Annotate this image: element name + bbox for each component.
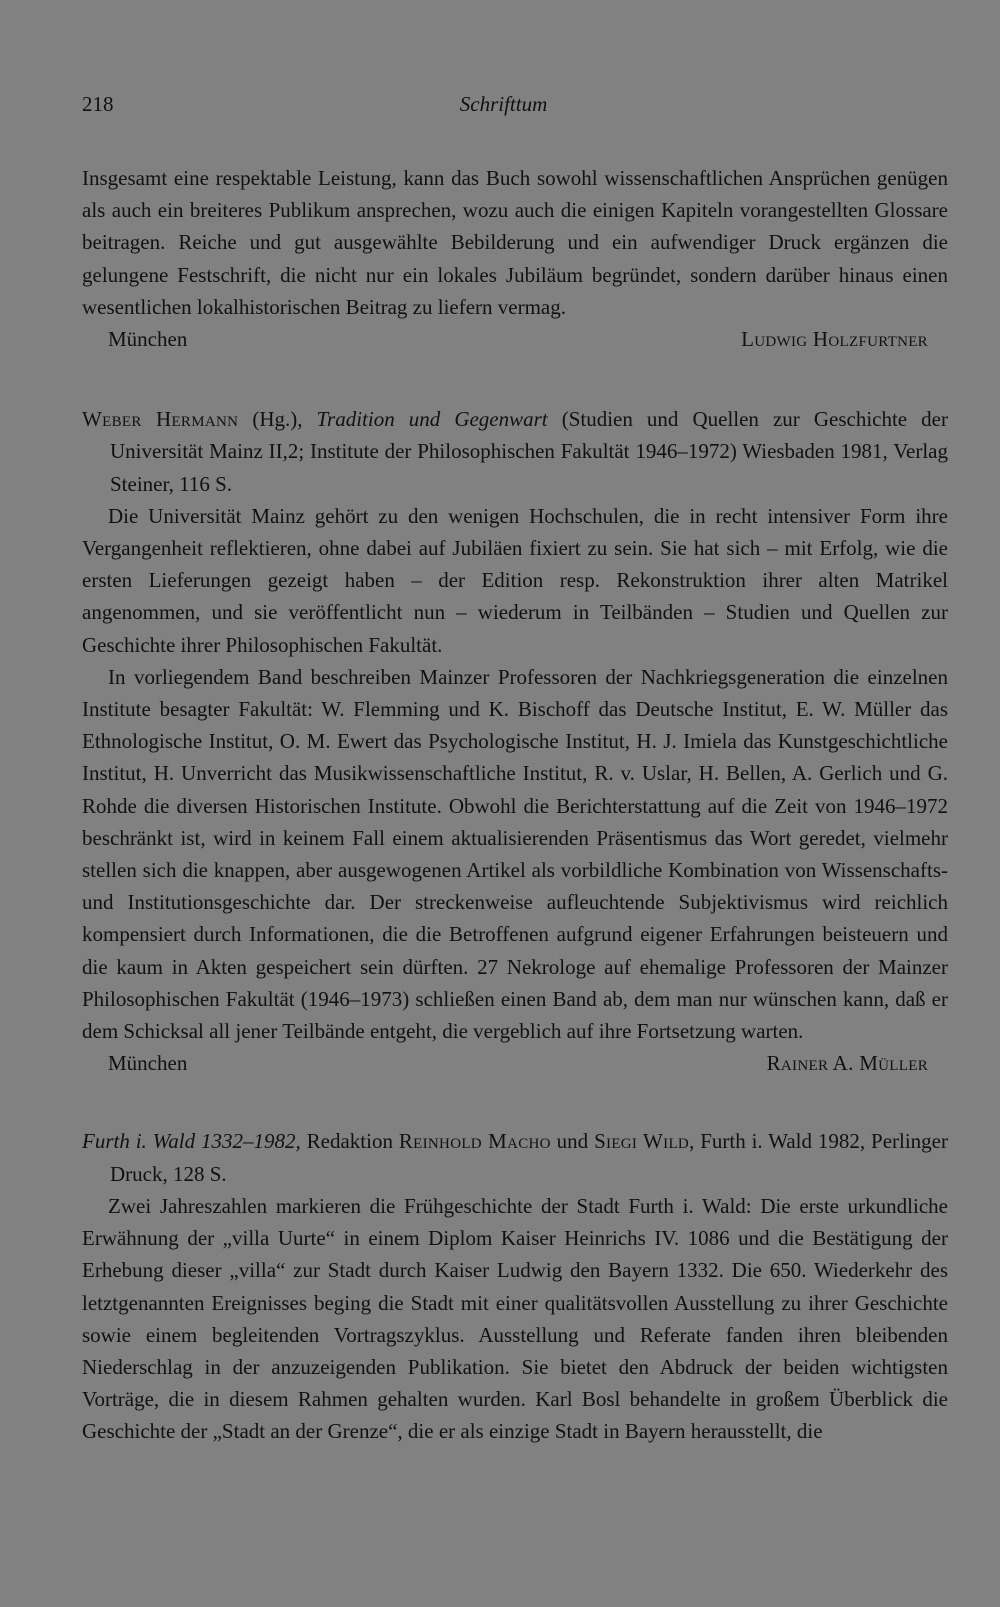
- review2-citation-rest: (Studien und Quellen zur Geschichte der Universität Mainz II,2; Institute der Philosophischen Fakultät 1946–1972) Wiesbaden 1981, Verlag Steiner, 116 S.: [110, 407, 948, 496]
- review2-reviewer: Rainer A. Müller: [766, 1051, 928, 1076]
- review3-editor-2: Siegi Wild: [594, 1129, 690, 1154]
- review3-paragraph: Zwei Jahreszahlen markieren die Frühgeschichte der Stadt Furth i. Wald: Die erste urkundliche Erwähnung der „villa Uurte“ in einem Diplom Kaiser Heinrichs IV. 1086 und die Bestätigung der Erhebung dieser „villa“ zur Stadt durch Kaiser Ludwig den Bayern 1332. Die 650. Wiederkehr des letztgenannten Ereignisses beging die Stadt mit einer qualitätsvollen Ausstellung zu ihrer Geschichte sowie einem begleitenden Vortragszyklus. Ausstellung und Referate fanden ihren bleibenden Niederschlag in der anzuzeigenden Publikation. Sie bietet den Abdruck der beiden wichtigsten Vorträge, die in diesem Rahmen gehalten wurden. Karl Bosl behandelte in großem Überblick die Geschichte der „Stadt an der Grenze“, die er als einzige Stadt in Bayern herausstellt, die: [82, 1193, 948, 1444]
- review2-role: (Hg.),: [238, 407, 317, 432]
- review3-editor-1: Reinhold Macho: [398, 1129, 551, 1154]
- page-number: 218: [82, 92, 114, 116]
- review2-paragraph-1: Die Universität Mainz gehört zu den wenigen Hochschulen, die in recht intensiver Form ihre Vergangenheit reflektieren, ohne dabei auf Jubiläen fixiert zu sein. Sie hat sich – mit Erfolg, wie die ersten Lieferungen gezeigt haben – der Edition resp. Rekonstruktion ihrer alten Matrikel angenommen, und sie veröffentlicht nun – wiederum in Teilbänden – Studien und Quellen zur Geschichte ihrer Philosophischen Fakultät.: [82, 503, 948, 657]
- review3-und: und: [550, 1129, 595, 1154]
- page-header: [82, 92, 925, 122]
- review2-paragraph-2: In vorliegendem Band beschreiben Mainzer Professoren der Nachkriegsgeneration die einzelnen Institute besagter Fakultät: W. Flemming und K. Bischoff das Deutsche Institut, E. W. Müller das Ethnologische Institut, O. M. Ewert das Psychologische Institut, H. J. Imiela das Kunstgeschichtliche Institut, H. Unverricht das Musikwissenschaftliche Institut, R. v. Uslar, H. Bellen, A. Gerlich und G. Rohde die diversen Historischen Institute. Obwohl die Berichterstattung auf die Zeit von 1946–1972 beschränkt ist, wird in keinem Fall einem aktualisierenden Präsentismus das Wort geredet, vielmehr stellen sich die knappen, aber ausgewogenen Artikel als vorbildliche Kombination von Wissenschafts- und Institutionsgeschichte dar. Der streckenweise aufleuchtende Subjektivismus wird reichlich kompensiert durch Informationen, die die Betroffenen aufgrund eigener Erfahrungen beisteuern und die kaum in Akten gespeichert sein dürften. 27 Nekrologe auf ehemalige Professoren der Mainzer Philosophischen Fakultät (1946–1973) schließen einen Band ab, dem man nur wünschen kann, daß er dem Schicksal all jener Teilbände entgeht, die vergeblich auf ihre Fortsetzung warten.: [82, 664, 948, 1044]
- review3-book-title: Furth i. Wald 1332–1982,: [82, 1129, 301, 1154]
- review3-redaktion: Redaktion: [300, 1129, 399, 1154]
- review3-citation-rest: , Furth i. Wald 1982, Perlinger Druck, 128 S.: [110, 1129, 948, 1186]
- page-body: [82, 162, 948, 1448]
- review1-paragraph: Insgesamt eine respektable Leistung, kann das Buch sowohl wissenschaftlichen Ansprüchen genügen als auch ein breiteres Publikum ansprechen, wozu auch die einigen Kapiteln vorangestellten Glossare beitragen. Reiche und gut ausgewählte Bebilderung und ein aufwendiger Druck ergänzen die gelungene Festschrift, die nicht nur ein lokales Jubiläum begründet, sondern darüber hinaus einen wesentlichen lokalhistorischen Beitrag zu liefern vermag.: [82, 166, 948, 319]
- review2-signature: [82, 1047, 948, 1079]
- running-title: Schrifttum: [459, 92, 548, 116]
- review2-citation: [82, 403, 948, 500]
- review3-citation: [82, 1125, 948, 1189]
- review1-reviewer: Ludwig Holzfurtner: [741, 327, 928, 352]
- review2-book-title: Tradition und Gegenwart: [316, 407, 548, 432]
- review1-signature: [82, 323, 948, 355]
- review2-author: Weber Hermann: [82, 407, 239, 432]
- review1-place: München: [108, 327, 188, 352]
- review2-place: München: [108, 1051, 188, 1076]
